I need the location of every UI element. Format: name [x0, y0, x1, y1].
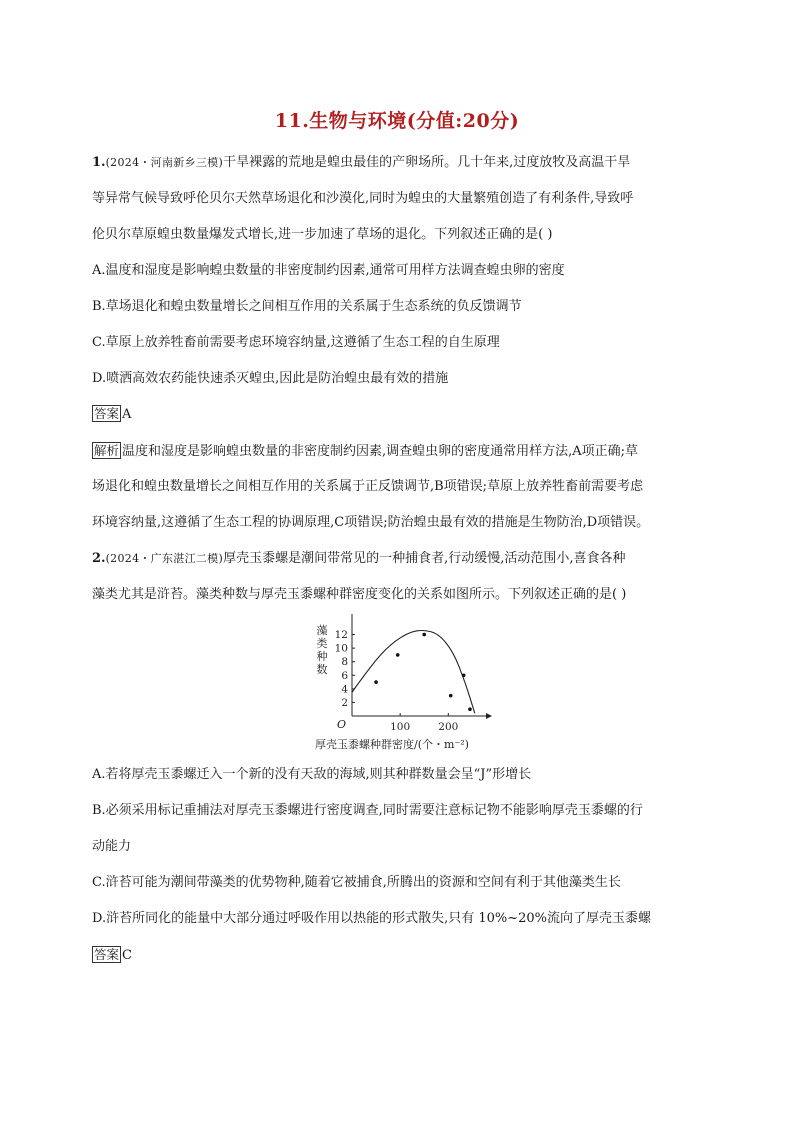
- q1-stem-text-1: 干旱裸露的荒地是蝗虫最佳的产卵场所。几十年来,过度放牧及高温干旱: [223, 155, 631, 170]
- y-axis-label-char: 种: [316, 650, 328, 663]
- x-tick-label: 200: [438, 721, 459, 733]
- q2-stem-text-1: 厚壳玉黍螺是潮间带常见的一种捕食者,行动缓慢,活动范围小,喜食各种: [223, 551, 626, 566]
- q2-source: (2024・广东湛江二模): [105, 552, 224, 565]
- data-point: [374, 680, 378, 684]
- q1-analysis-line-2: 场退化和蝗虫数量增长之间相互作用的关系属于正反馈调节,B项错误;草原上放养牲畜前需要考虑: [92, 479, 644, 494]
- y-tick-label: 4: [341, 683, 348, 696]
- q1-answer-value: A: [122, 407, 132, 422]
- data-point: [462, 673, 466, 677]
- fitted-curve: [352, 631, 475, 714]
- q2-answer-label: 答案: [94, 947, 120, 962]
- q2-option-a: A.若将厚壳玉黍螺迁入一个新的没有天敌的海域,则其种群数量会呈“J”形增长: [92, 767, 532, 782]
- q2-option-d: D.浒苔所同化的能量中大部分通过呼吸作用以热能的形式散失,只有 10%~20%流向了厚壳玉黍螺: [92, 911, 652, 926]
- q1-analysis-label: 解析: [94, 443, 120, 458]
- data-point: [422, 633, 426, 637]
- y-axis-label-char: 类: [316, 637, 328, 650]
- q1-answer-label: 答案: [94, 406, 120, 421]
- y-tick-label: 6: [341, 669, 348, 682]
- q1-analysis-line-1: [92, 442, 712, 461]
- q1-analysis-text-1: 温度和湿度是影响蝗虫数量的非密度制约因素,调查蝗虫卵的密度通常用样方法,A项正确;草: [122, 444, 639, 459]
- page-title: 11.生物与环境(分值:20分): [274, 110, 520, 132]
- q1-stem-line-3: 伦贝尔草原蝗虫数量爆发式增长,进一步加速了草场的退化。下列叙述正确的是( ): [92, 227, 553, 242]
- q1-answer-line: [92, 405, 712, 424]
- q1-source: (2024・河南新乡三模): [105, 156, 224, 169]
- q2-number: 2.: [92, 551, 106, 566]
- algae-density-chart: [300, 614, 500, 760]
- y-axis-label-char: 数: [316, 663, 328, 676]
- y-tick-label: 12: [334, 629, 348, 642]
- q2-option-b-line-2: 动能力: [92, 839, 132, 854]
- q2-answer-value: C: [122, 948, 132, 963]
- y-tick-label: 2: [341, 696, 348, 709]
- q1-option-a: A.温度和湿度是影响蝗虫数量的非密度制约因素,通常可用样方法调查蝗虫卵的密度: [92, 263, 565, 278]
- q2-option-c: C.浒苔可能为潮间带藻类的优势物种,随着它被捕食,所腾出的资源和空间有利于其他藻类生长: [92, 875, 621, 890]
- data-point: [396, 653, 400, 657]
- q1-stem-line-1: [92, 154, 712, 172]
- chart-points-group: [374, 633, 471, 711]
- q1-number: 1.: [92, 155, 106, 170]
- x-axis-label: 厚壳玉黍螺种群密度/(个・m⁻²): [315, 738, 469, 751]
- data-point: [449, 694, 453, 698]
- y-tick-label: 10: [334, 642, 348, 655]
- q2-stem-line-2: 藻类尤其是浒苔。藻类种数与厚壳玉黍螺种群密度变化的关系如图所示。下列叙述正确的是( ): [92, 587, 627, 602]
- q1-analysis-line-3: 环境容纳量,这遵循了生态工程的协调原理,C项错误;防治蝗虫最有效的措施是生物防治,D项错误。: [92, 515, 650, 530]
- q2-answer-line: [92, 946, 712, 965]
- q1-option-b: B.草场退化和蝗虫数量增长之间相互作用的关系属于生态系统的负反馈调节: [92, 299, 522, 314]
- data-point: [468, 707, 472, 711]
- q2-stem-line-1: [92, 550, 712, 568]
- q1-option-d: D.喷洒高效农药能快速杀灭蝗虫,因此是防治蝗虫最有效的措施: [92, 371, 449, 386]
- origin-label: O: [336, 718, 346, 731]
- y-tick-label: 8: [341, 656, 348, 669]
- x-tick-label: 100: [390, 721, 411, 733]
- q1-option-c: C.草原上放养牲畜前需要考虑环境容纳量,这遵循了生态工程的自生原理: [92, 335, 500, 350]
- x-axis-arrow: [486, 713, 492, 719]
- chart-curve-group: [352, 631, 475, 714]
- q1-stem-line-2: 等异常气候导致呼伦贝尔天然草场退化和沙漠化,同时为蝗虫的大量繁殖创造了有利条件,导致呼: [92, 191, 634, 206]
- y-axis-label-char: 藻: [316, 624, 328, 637]
- q2-option-b-line-1: B.必须采用标记重捕法对厚壳玉黍螺进行密度调查,同时需要注意标记物不能影响厚壳玉黍螺的行: [92, 803, 643, 818]
